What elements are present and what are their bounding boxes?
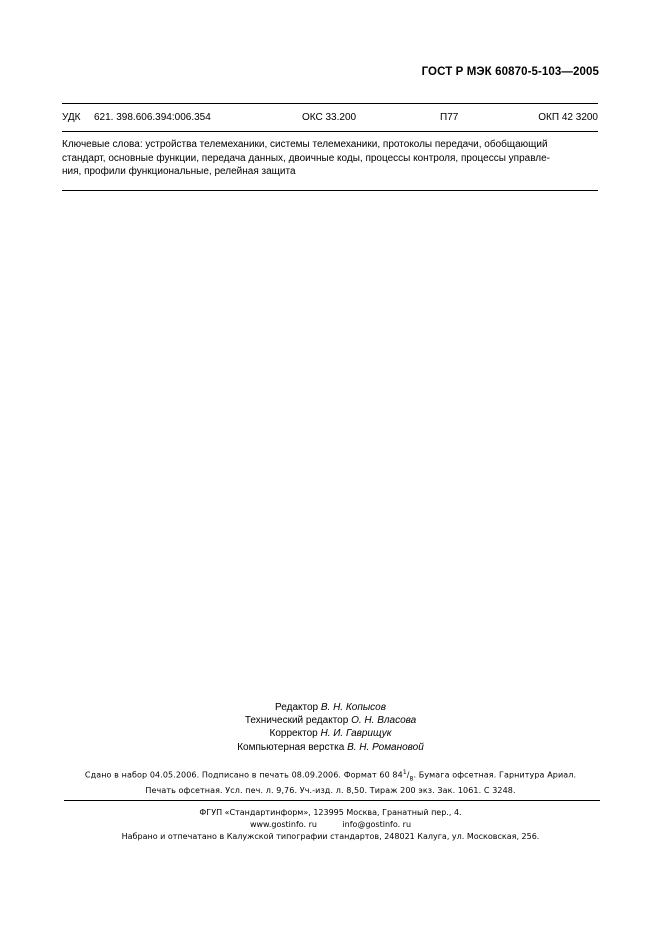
publisher-contacts	[0, 819, 661, 831]
udk-label: УДК	[62, 112, 81, 123]
footer-divider	[64, 800, 600, 801]
keywords-divider	[62, 190, 598, 191]
okp-code: ОКП 42 3200	[538, 112, 598, 123]
editor-credit: Редактор В. Н. Копысов	[275, 702, 386, 713]
keywords-line: стандарт, основные функции, передача данных, двоичные коды, процессы контроля, процессы управле-	[62, 152, 551, 164]
publisher-email: info@gostinfo. ru	[342, 820, 412, 829]
group-code: П77	[440, 112, 459, 123]
classification-divider	[62, 131, 598, 132]
header-divider	[62, 103, 598, 104]
keywords-block	[62, 138, 598, 179]
tech-editor-credit: Технический редактор О. Н. Власова	[244, 715, 417, 727]
layout-credit: Компьютерная верстка В. Н. Романовой	[237, 741, 424, 753]
keywords-line: ния, профили функциональные, релейная защита	[62, 166, 296, 177]
standard-code: ГОСТ Р МЭК 60870-5-103—2005	[421, 66, 599, 78]
publisher-address: ФГУП «Стандартинформ», 123995 Москва, Гранатный пер., 4.	[199, 808, 462, 817]
print-info-line: Печать офсетная. Усл. печ. л. 9,76. Уч.-изд. л. 8,50. Тираж 200 экз. Зак. 1061. С 3248.	[145, 786, 516, 796]
print-info-block	[0, 767, 661, 797]
publisher-website: www.gostinfo. ru	[249, 820, 317, 829]
publisher-block	[0, 807, 661, 843]
editor-name: В. Н. Копысов	[320, 702, 386, 713]
layout-name: В. Н. Романовой	[347, 741, 424, 753]
credits-block	[0, 701, 661, 754]
tech-editor-name: О. Н. Власова	[351, 715, 417, 727]
print-info-line: Сдано в набор 04.05.2006. Подписано в печать 08.09.2006. Формат 60 $84^1/_8$. Бумага офсетная. Гарнитура Ариал.	[84, 769, 577, 783]
corrector-credit: Корректор Н. И. Гаврищук	[269, 728, 392, 740]
classification-row	[62, 112, 598, 126]
printing-house: Набрано и отпечатано в Калужской типографии стандартов, 248021 Калуга, ул. Московская, 256.	[121, 832, 540, 841]
udk-value: 621. 398.606.394:006.354	[94, 112, 211, 123]
oks-code: ОКС 33.200	[302, 112, 357, 123]
keywords-line: Ключевые слова: устройства телемеханики, системы телемеханики, протоколы передачи, обобщающий	[62, 139, 548, 150]
corrector-name: Н. И. Гаврищук	[320, 728, 392, 740]
